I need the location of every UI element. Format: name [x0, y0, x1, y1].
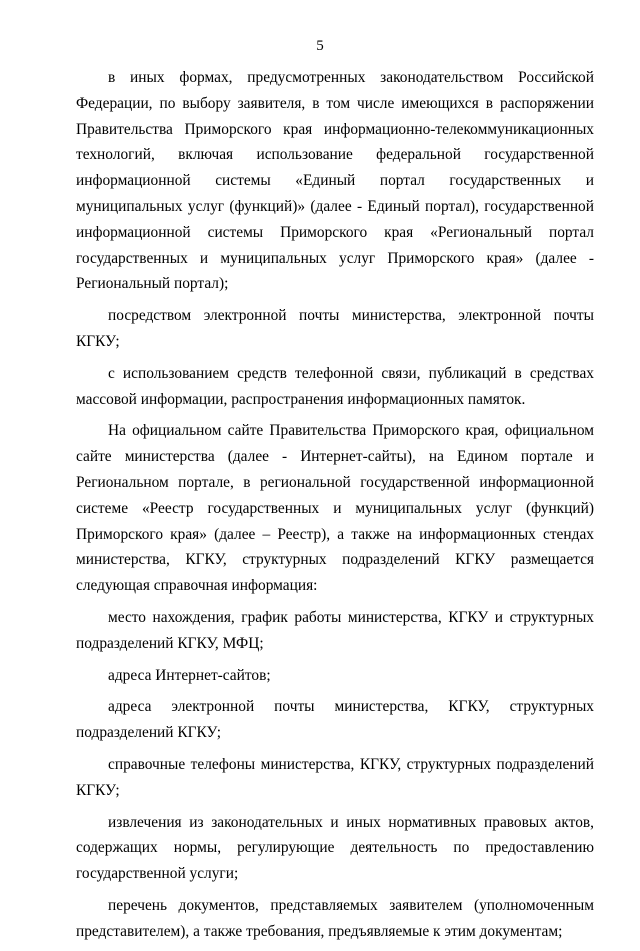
paragraph-documents-list: перечень документов, представляемых заявителем (уполномоченным представителем), а также требования, предъявляемые к этим документам;: [76, 896, 594, 940]
paragraph-official-sites: На официальном сайте Правительства Приморского края, официальном сайте министерства (далее - Интернет-сайты), на Едином портале и Региональном портале, в региональной государственной информационной системе «Реестр государственных и муниципальных услуг (функций) Приморского края» (далее – Реестр), а также на информационных стендах министерства, КГКУ, структурных подразделений КГКУ размещается следующая справочная информация:: [76, 422, 594, 595]
paragraph-phones: справочные телефоны министерства, КГКУ, структурных подразделений КГКУ;: [76, 755, 594, 799]
paragraph-websites: адреса Интернет-сайтов;: [108, 666, 271, 684]
paragraph-other-forms: в иных формах, предусмотренных законодательством Российской Федерации, по выбору заявителя, в том числе имеющихся в распоряжении Правительства Приморского края информационно-телекоммуникационных технологий, включая использование федеральной государственной информационной системы «Единый портал государственных и муниципальных услуг (функций)» (далее - Единый портал), государственной информационной системы Приморского края «Региональный портал государственных и муниципальных услуг Приморского края» (далее - Региональный портал);: [76, 69, 594, 293]
page-number: 5: [316, 38, 324, 54]
paragraph-location-schedule: место нахождения, график работы министерства, КГКУ и структурных подразделений КГКУ, МФЦ;: [76, 608, 594, 652]
paragraph-email-addresses: адреса электронной почты министерства, КГКУ, структурных подразделений КГКУ;: [76, 698, 594, 742]
document-body: [76, 65, 594, 951]
paragraph-email: посредством электронной почты министерства, электронной почты КГКУ;: [76, 307, 594, 350]
paragraph-legal-extracts: извлечения из законодательных и иных нормативных правовых актов, содержащих нормы, регулирующие деятельность по предоставлению государственной услуги;: [76, 813, 594, 883]
paragraph-telephone-media: с использованием средств телефонной связи, публикаций в средствах массовой информации, распространения информационных памяток.: [76, 364, 594, 408]
